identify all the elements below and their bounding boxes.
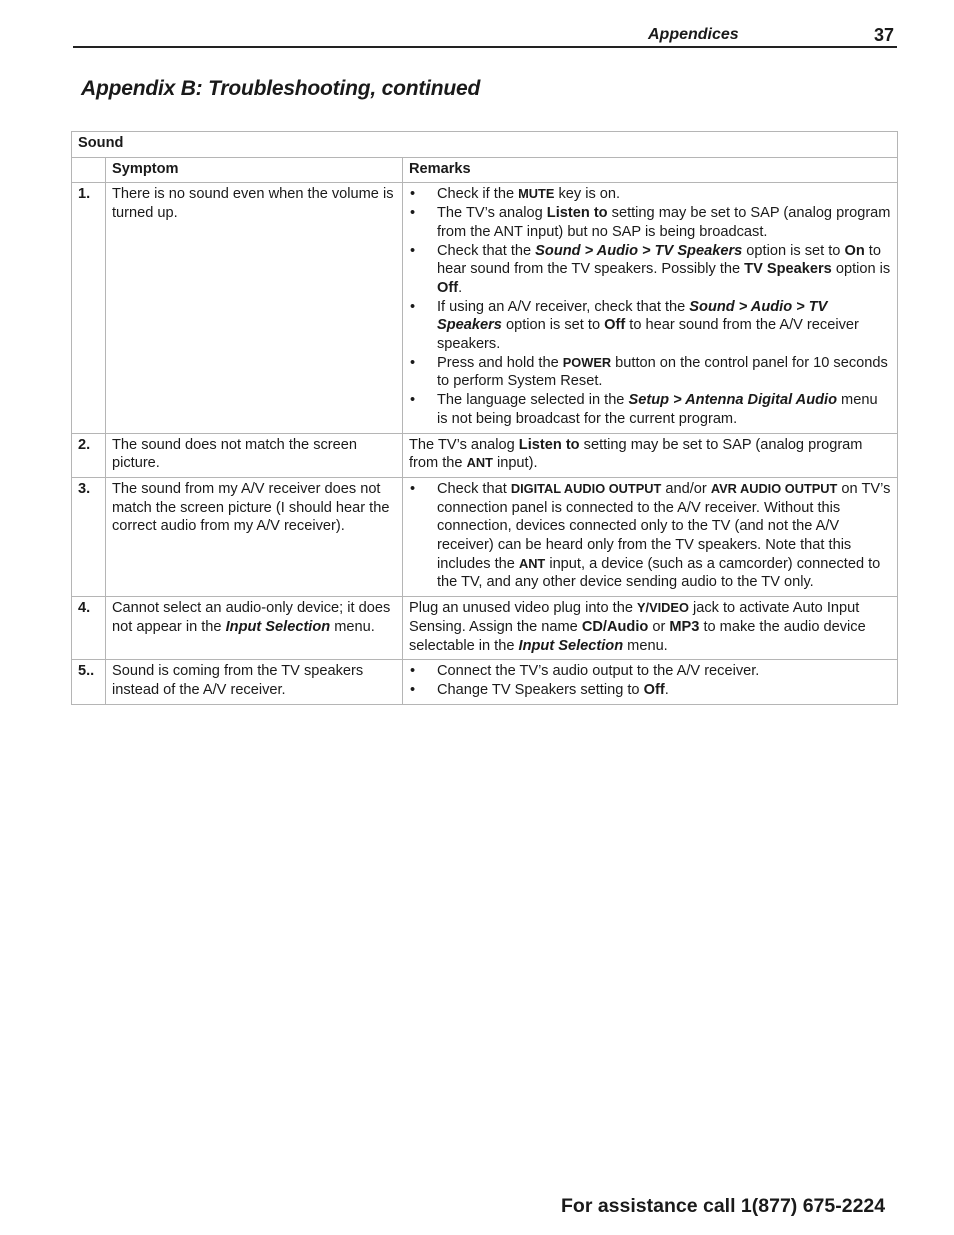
row-number: 2.: [72, 433, 106, 477]
remarks-cell: [403, 660, 898, 704]
table-row: [72, 477, 898, 596]
remarks-cell: [403, 183, 898, 433]
header-symptom: Symptom: [106, 157, 403, 183]
symptom-cell: The sound does not match the screen picture.: [106, 433, 403, 477]
table-header-row: [72, 157, 898, 183]
remark-item: • The language selected in the Setup > Antenna Digital Audio menu is not being broadcast for the current program.: [409, 391, 892, 428]
header-section-title: Appendices: [648, 26, 739, 43]
remark-item: • Connect the TV’s audio output to the A/V receiver.: [409, 662, 892, 681]
row-number: 4.: [72, 597, 106, 660]
remarks-cell: [403, 477, 898, 596]
remark-item: • Check that the Sound > Audio > TV Speakers option is set to On to hear sound from the TV speakers. Possibly the TV Speakers option is Off.: [409, 242, 892, 298]
table-row: [72, 597, 898, 660]
remarks-cell: The TV’s analog Listen to setting may be set to SAP (analog program from the ANT input).: [403, 433, 898, 477]
remark-item: • The TV’s analog Listen to setting may be set to SAP (analog program from the ANT input) but no SAP is being broadcast.: [409, 204, 892, 241]
remark-item: • Change TV Speakers setting to Off.: [409, 681, 892, 700]
header-remarks: Remarks: [403, 157, 898, 183]
assistance-footer: For assistance call 1(877) 675-2224: [561, 1195, 886, 1217]
table-section-row: [72, 132, 898, 158]
remark-item: • Press and hold the POWER button on the control panel for 10 seconds to perform System Reset.: [409, 354, 892, 391]
remarks-cell: Plug an unused video plug into the Y/VIDEO jack to activate Auto Input Sensing. Assign the name CD/Audio or MP3 to make the audio device selectable in the Input Selection menu.: [403, 597, 898, 660]
remarks-list: [409, 480, 892, 592]
header-number-cell: [72, 157, 106, 183]
section-label: Sound: [72, 132, 898, 158]
row-number: 3.: [72, 477, 106, 596]
header-rule: [73, 46, 897, 48]
table-row: [72, 660, 898, 704]
row-number: 5..: [72, 660, 106, 704]
symptom-cell: Cannot select an audio-only device; it does not appear in the Input Selection menu.: [106, 597, 403, 660]
page-number: 37: [874, 25, 895, 45]
symptom-cell: Sound is coming from the TV speakers instead of the A/V receiver.: [106, 660, 403, 704]
remark-item: • Check if the MUTE key is on.: [409, 185, 892, 204]
row-number: 1.: [72, 183, 106, 433]
remarks-list: [409, 185, 892, 428]
page-title: Appendix B: Troubleshooting, continued: [81, 77, 481, 100]
remark-item: • If using an A/V receiver, check that the Sound > Audio > TV Speakers option is set to Off to hear sound from the A/V receiver speakers.: [409, 298, 892, 354]
symptom-cell: There is no sound even when the volume is turned up.: [106, 183, 403, 433]
troubleshooting-table: [71, 131, 898, 705]
remarks-list: [409, 662, 892, 699]
table-row: [72, 183, 898, 433]
table-row: [72, 433, 898, 477]
remark-item: • Check that DIGITAL AUDIO OUTPUT and/or AVR AUDIO OUTPUT on TV’s connection panel is connected to the A/V receiver. Without this connection, devices connected only to the TV (and not the A/V receiver) can be heard only from the TV speakers. Note that this includes the ANT input, a device (such as a camcorder) connected to the TV, and any other device sending audio to the TV only.: [409, 480, 892, 592]
symptom-cell: The sound from my A/V receiver does not match the screen picture (I should hear the correct audio from my A/V receiver).: [106, 477, 403, 596]
